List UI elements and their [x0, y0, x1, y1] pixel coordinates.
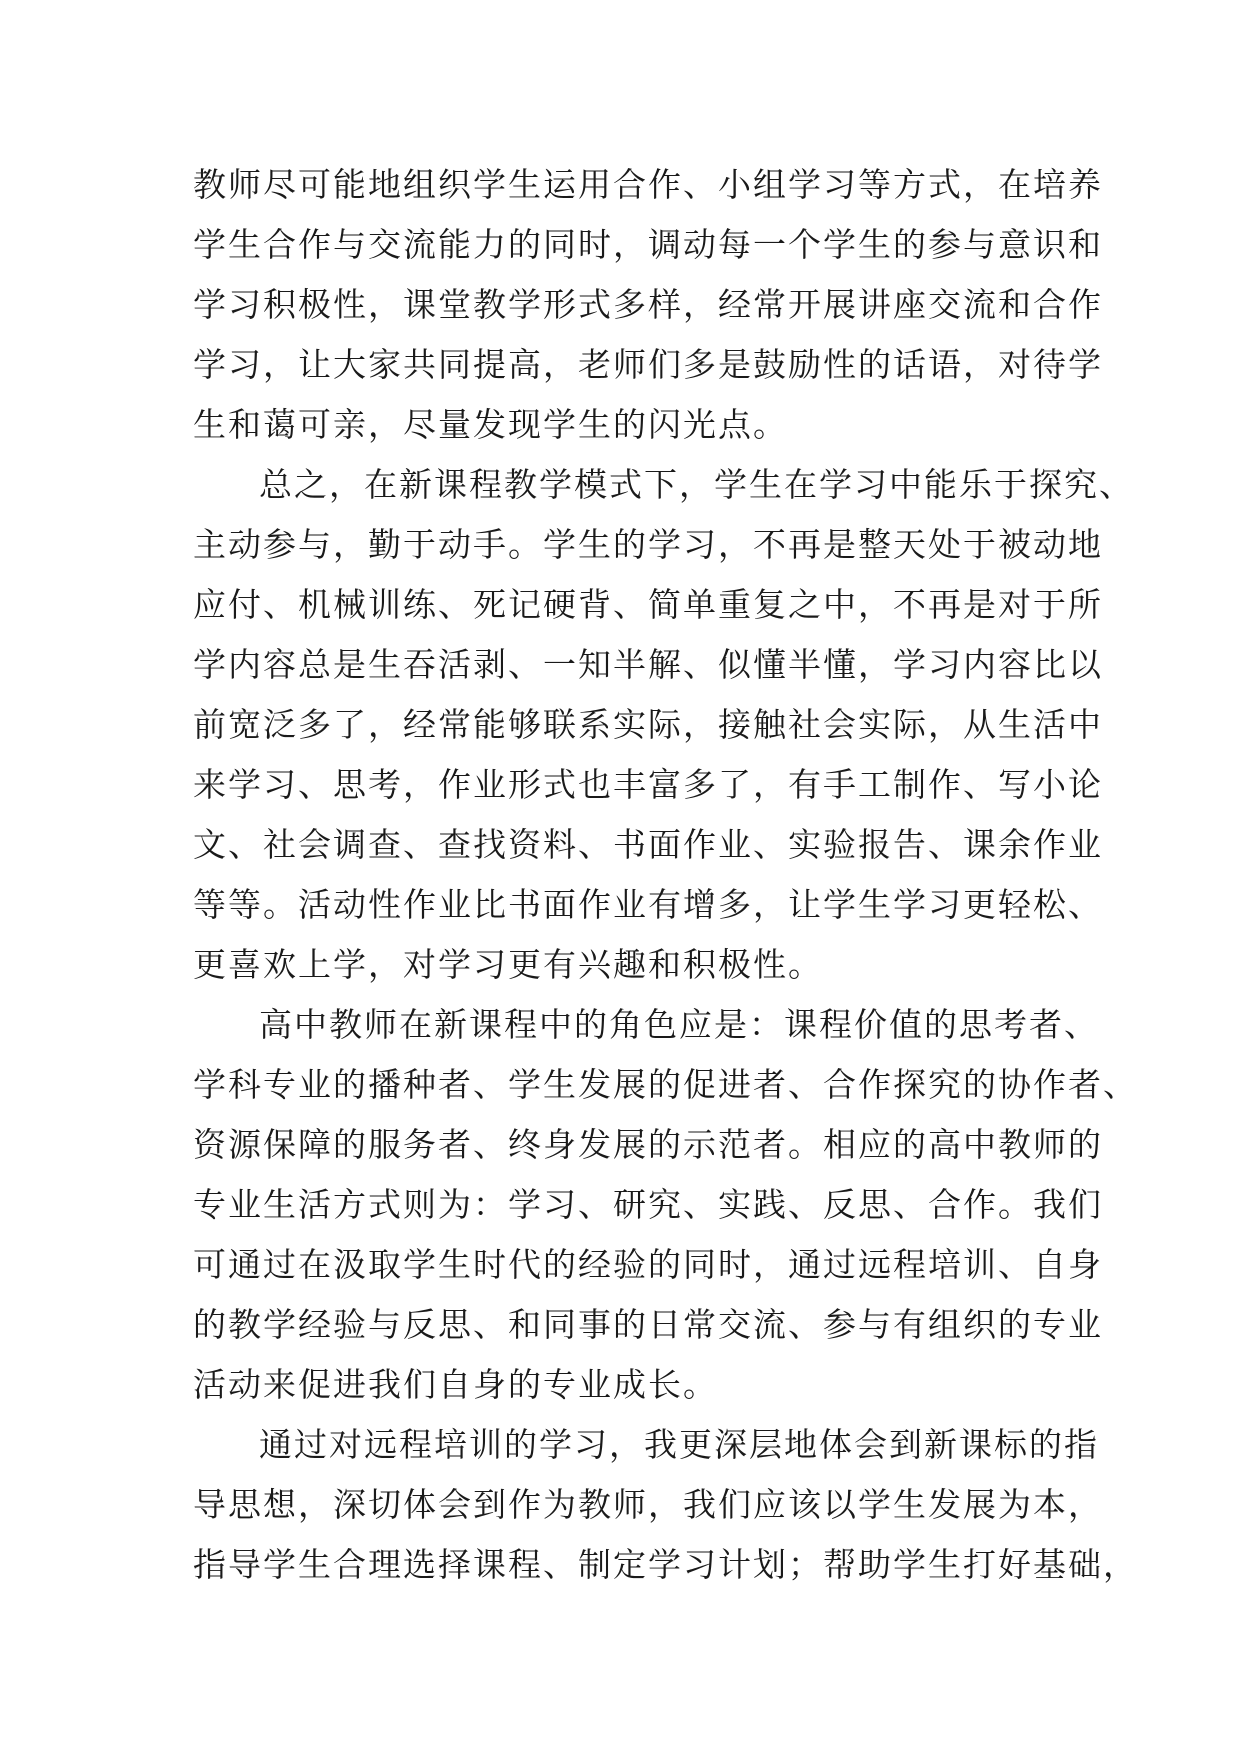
text-line: 学科专业的播种者、学生发展的促进者、合作探究的协作者、: [193, 1065, 1138, 1104]
text-line: 等等。活动性作业比书面作业有增多，让学生学习更轻松、: [193, 885, 1103, 924]
paragraph-1: [193, 155, 1103, 455]
text-line: 活动来促进我们自身的专业成长。: [193, 1365, 718, 1404]
text-line: 学习积极性，课堂教学形式多样，经常开展讲座交流和合作: [193, 285, 1103, 324]
text-line: 高中教师在新课程中的角色应是：课程价值的思考者、: [259, 1005, 1099, 1044]
text-line: 学习，让大家共同提高，老师们多是鼓励性的话语，对待学: [193, 345, 1103, 384]
text-line: 学生合作与交流能力的同时，调动每一个学生的参与意识和: [193, 225, 1103, 264]
paragraph-4: [193, 1415, 1138, 1595]
text-line: 主动参与，勤于动手。学生的学习，不再是整天处于被动地: [193, 525, 1103, 564]
text-line: 教师尽可能地组织学生运用合作、小组学习等方式，在培养: [193, 165, 1103, 204]
document-body: [193, 155, 1138, 1595]
text-line: 指导学生合理选择课程、制定学习计划；帮助学生打好基础，: [193, 1545, 1138, 1584]
text-line: 生和蔼可亲，尽量发现学生的闪光点。: [193, 405, 788, 444]
text-line: 学内容总是生吞活剥、一知半解、似懂半懂，学习内容比以: [193, 645, 1103, 684]
text-line: 通过对远程培训的学习，我更深层地体会到新课标的指: [259, 1425, 1099, 1464]
text-line: 总之，在新课程教学模式下，学生在学习中能乐于探究、: [259, 465, 1134, 504]
text-line: 更喜欢上学，对学习更有兴趣和积极性。: [193, 945, 823, 984]
text-line: 专业生活方式则为：学习、研究、实践、反思、合作。我们: [193, 1185, 1103, 1224]
paragraph-2: [193, 455, 1134, 995]
text-line: 资源保障的服务者、终身发展的示范者。相应的高中教师的: [193, 1125, 1103, 1164]
text-line: 应付、机械训练、死记硬背、简单重复之中，不再是对于所: [193, 585, 1103, 624]
text-line: 文、社会调查、查找资料、书面作业、实验报告、课余作业: [193, 825, 1103, 864]
text-line: 导思想，深切体会到作为教师，我们应该以学生发展为本，: [193, 1485, 1103, 1524]
text-line: 的教学经验与反思、和同事的日常交流、参与有组织的专业: [193, 1305, 1103, 1344]
text-line: 可通过在汲取学生时代的经验的同时，通过远程培训、自身: [193, 1245, 1103, 1284]
paragraph-3: [193, 995, 1138, 1415]
text-line: 前宽泛多了，经常能够联系实际，接触社会实际，从生活中: [193, 705, 1103, 744]
text-line: 来学习、思考，作业形式也丰富多了，有手工制作、写小论: [193, 765, 1103, 804]
